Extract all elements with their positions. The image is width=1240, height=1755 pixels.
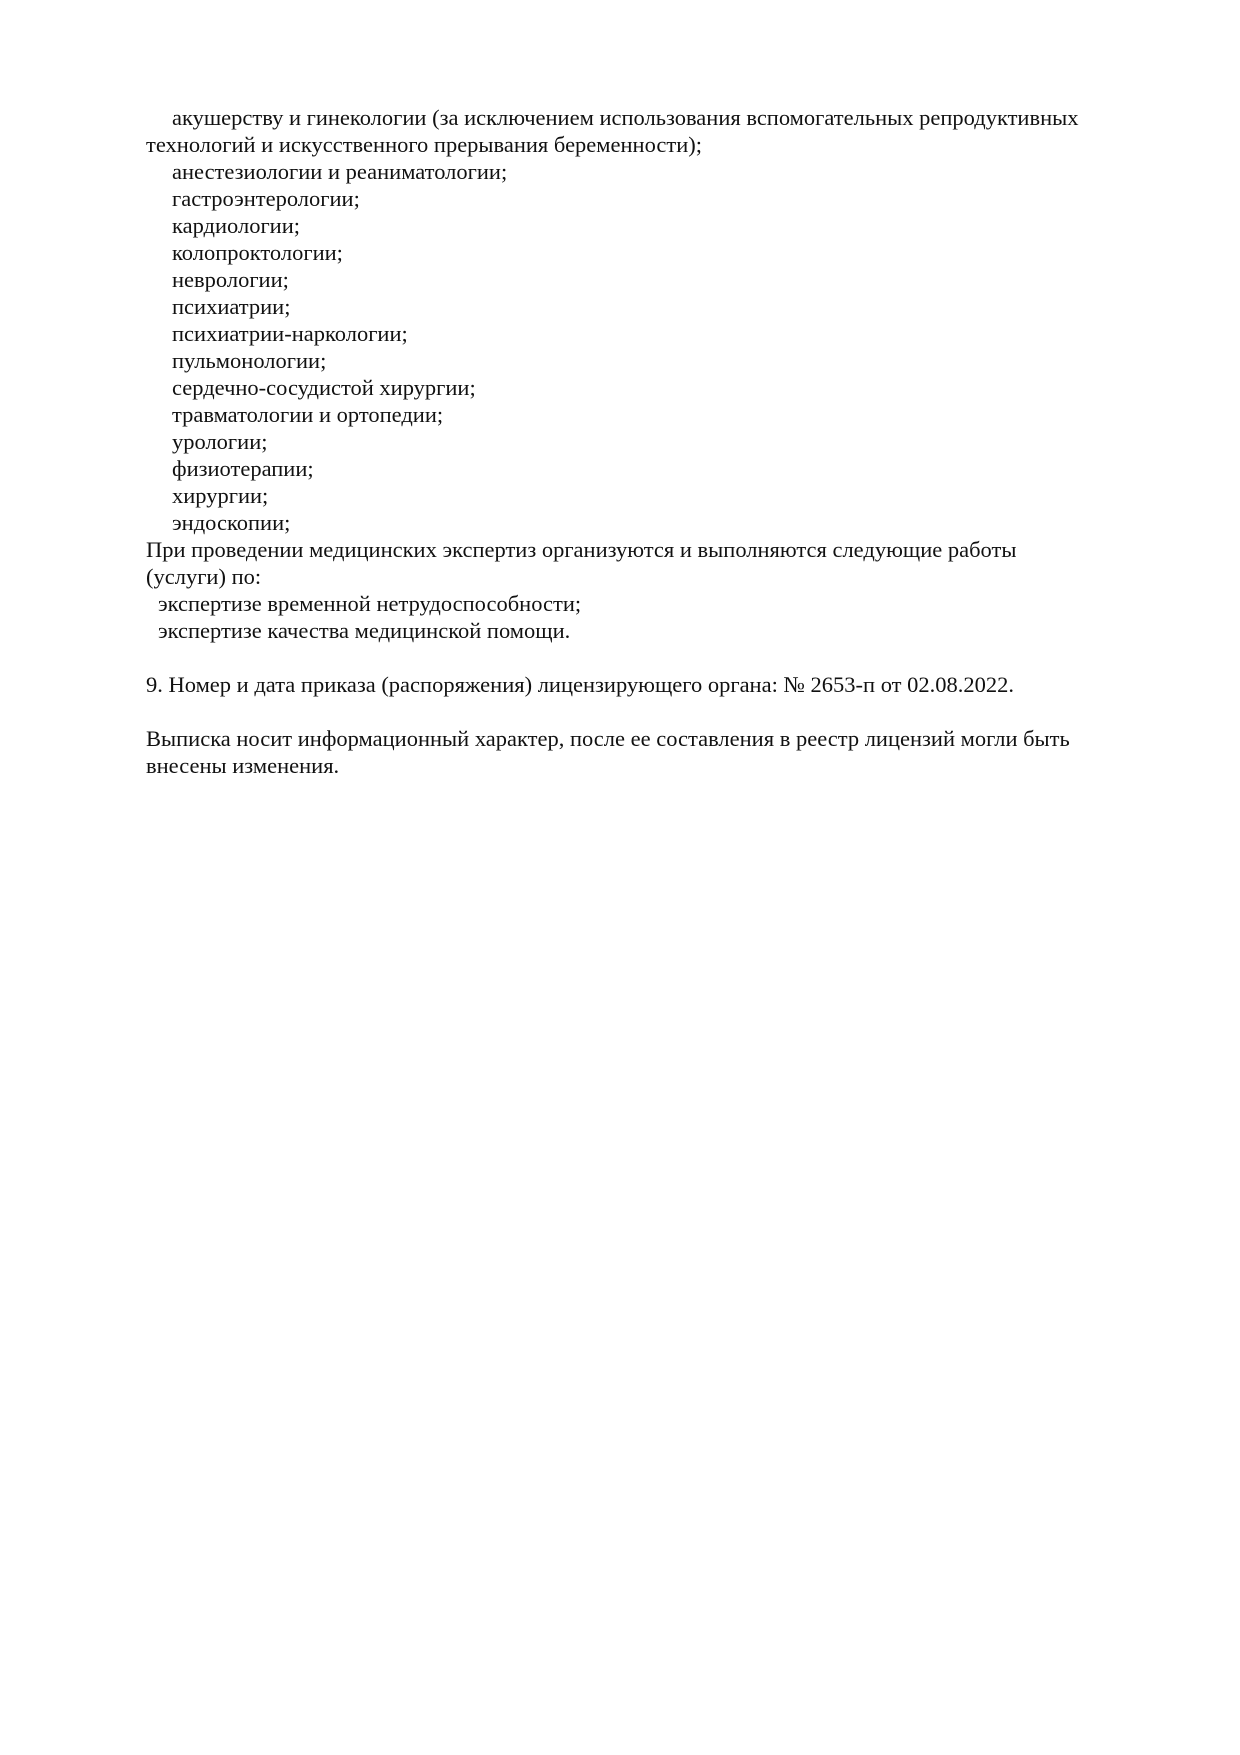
specialty-item: урологии; bbox=[172, 429, 268, 454]
specialties-list bbox=[146, 158, 1186, 536]
specialty-item: анестезиологии и реаниматологии; bbox=[172, 159, 508, 184]
specialty-item: гастроэнтерологии; bbox=[172, 186, 360, 211]
intro-item-line-1: акушерству и гинекологии (за исключением использования вспомогательных репродуктивных bbox=[172, 105, 1079, 130]
specialty-item: физиотерапии; bbox=[172, 456, 314, 481]
disclaimer-line-1: Выписка носит информационный характер, после ее составления в реестр лицензий могли быть bbox=[146, 726, 1070, 751]
expertise-list bbox=[146, 590, 1186, 644]
expertise-item: экспертизе временной нетрудоспособности; bbox=[158, 591, 582, 616]
disclaimer-line-2: внесены изменения. bbox=[146, 753, 340, 778]
specialty-item: сердечно-сосудистой хирургии; bbox=[172, 375, 476, 400]
paragraph-gap bbox=[146, 698, 1186, 725]
specialty-item: психиатрии; bbox=[172, 294, 291, 319]
expertise-item: экспертизе качества медицинской помощи. bbox=[158, 618, 571, 643]
expertise-heading-line-1: При проведении медицинских экспертиз организуются и выполняются следующие работы bbox=[146, 537, 1017, 562]
specialty-item: травматологии и ортопедии; bbox=[172, 402, 444, 427]
expertise-heading-line-2: (услуги) по: bbox=[146, 564, 262, 589]
specialty-item: хирургии; bbox=[172, 483, 269, 508]
specialty-item: пульмонологии; bbox=[172, 348, 327, 373]
specialty-item: психиатрии-наркологии; bbox=[172, 321, 408, 346]
document-page bbox=[146, 104, 1186, 779]
order-number-date: 9. Номер и дата приказа (распоряжения) лицензирующего органа: № 2653-п от 02.08.2022. bbox=[146, 672, 1014, 697]
paragraph-gap bbox=[146, 644, 1186, 671]
specialty-item: кардиологии; bbox=[172, 213, 301, 238]
specialty-item: неврологии; bbox=[172, 267, 289, 292]
specialty-item: колопроктологии; bbox=[172, 240, 343, 265]
specialty-item: эндоскопии; bbox=[172, 510, 291, 535]
intro-item-line-2: технологий и искусственного прерывания беременности); bbox=[146, 132, 703, 157]
